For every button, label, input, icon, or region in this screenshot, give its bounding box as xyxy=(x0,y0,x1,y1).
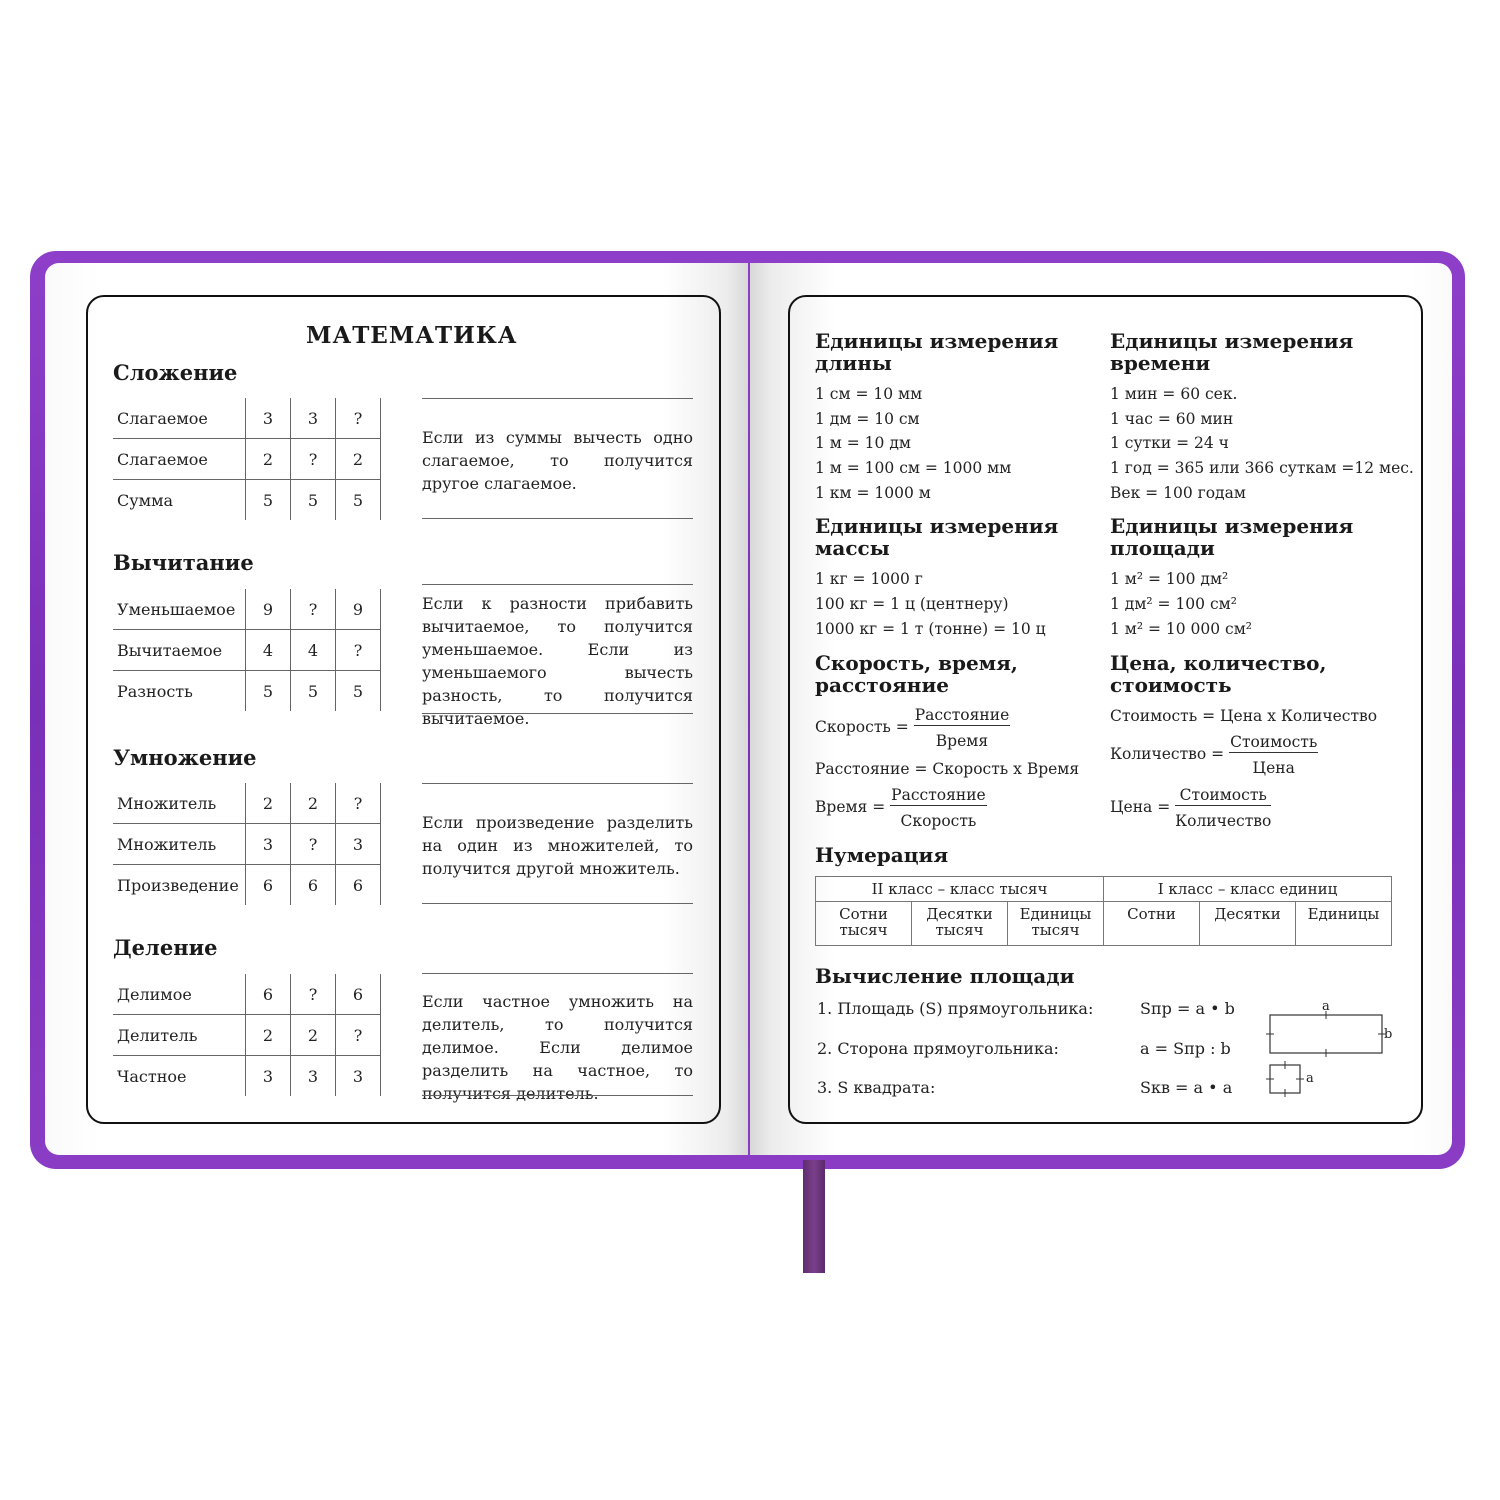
row-label: Делимое xyxy=(113,974,246,1015)
rule xyxy=(422,973,693,974)
table-row xyxy=(113,398,381,439)
section-title-subtraction: Вычитание xyxy=(113,550,254,575)
price-formula xyxy=(1110,786,1271,830)
table-row xyxy=(816,902,1392,946)
fraction xyxy=(1229,733,1318,777)
speed-title: Скорость, время, расстояние xyxy=(815,651,1018,697)
time-formula xyxy=(815,786,987,830)
fraction xyxy=(914,706,1011,750)
cell: 5 xyxy=(336,480,381,521)
calc-item-label: 2. Сторона прямоугольника: xyxy=(817,1039,1059,1058)
numerator: Расстояние xyxy=(891,786,986,804)
calc-item-label: 1. Площадь (S) прямоугольника: xyxy=(817,999,1094,1018)
time-line: Век = 100 годам xyxy=(1110,484,1246,502)
table-row xyxy=(113,974,381,1015)
time-line: 1 час = 60 мин xyxy=(1110,410,1234,428)
numeration-table xyxy=(815,876,1392,946)
rect-label-b: b xyxy=(1384,1027,1393,1042)
rectangle-shape xyxy=(1270,1015,1382,1053)
time-line: 1 сутки = 24 ч xyxy=(1110,434,1229,452)
subtraction-table xyxy=(113,589,381,711)
length-line: 1 см = 10 мм xyxy=(815,385,923,403)
cell: 9 xyxy=(336,589,381,630)
denominator: Цена xyxy=(1252,759,1295,777)
mass-line: 1 кг = 1000 г xyxy=(815,570,923,588)
cell: 5 xyxy=(291,480,336,521)
cell: 4 xyxy=(291,630,336,671)
row-label: Уменьшаемое xyxy=(113,589,246,630)
addition-rule-text: Если из суммы вычесть одно слагаемое, то получится другое слагаемое. xyxy=(422,428,693,493)
cell: 6 xyxy=(336,865,381,906)
cell: 3 xyxy=(291,398,336,439)
section-title-addition: Сложение xyxy=(113,360,238,385)
cell: 3 xyxy=(336,1056,381,1097)
cell: 2 xyxy=(291,1015,336,1056)
length-line: 1 м = 100 см = 1000 мм xyxy=(815,459,1012,477)
time-line: 1 год = 365 или 366 суткам =12 мес. xyxy=(1110,459,1414,477)
table-row xyxy=(816,877,1392,902)
calc-item-formula: Sкв = a • a xyxy=(1140,1078,1233,1097)
rule xyxy=(422,903,693,904)
cell: 2 xyxy=(246,783,291,824)
cell: 2 xyxy=(336,439,381,480)
area-diagram xyxy=(1260,995,1400,1100)
length-line: 1 дм = 10 см xyxy=(815,410,920,428)
cell: 6 xyxy=(291,865,336,906)
multiplication-table xyxy=(113,783,381,905)
cell: 4 xyxy=(246,630,291,671)
rule xyxy=(422,398,693,399)
column-header: Десятки xyxy=(1200,902,1296,946)
cell: ? xyxy=(336,1015,381,1056)
cell: ? xyxy=(291,589,336,630)
denominator: Количество xyxy=(1175,812,1272,830)
cost-formula: Стоимость = Цена х Количество xyxy=(1110,707,1378,725)
numerator: Стоимость xyxy=(1175,786,1271,806)
row-label: Сумма xyxy=(113,480,246,521)
cell: 2 xyxy=(246,1015,291,1056)
cell: 3 xyxy=(246,398,291,439)
column-header: Единицы xyxy=(1296,902,1392,946)
class-header: II класс – класс тысяч xyxy=(816,877,1104,902)
section-title-division: Деление xyxy=(113,935,218,960)
quantity-formula xyxy=(1110,733,1318,777)
cell: 3 xyxy=(291,1056,336,1097)
area-line: 1 м² = 100 дм² xyxy=(1110,570,1229,588)
table-row xyxy=(113,783,381,824)
column-header: Десятки тысяч xyxy=(912,902,1008,946)
division-rule-text: Если частное умножить на делитель, то получится делимое. Если делимое разделить на частное, то получится делитель. xyxy=(422,992,693,1103)
cell: 6 xyxy=(336,974,381,1015)
formula-left: Цена = xyxy=(1110,798,1171,816)
rule xyxy=(422,783,693,784)
table-row xyxy=(113,1015,381,1056)
length-line: 1 м = 10 дм xyxy=(815,434,911,452)
mass-line: 1000 кг = 1 т (тонне) = 10 ц xyxy=(815,620,1046,638)
cell: 6 xyxy=(246,865,291,906)
area-title: Единицы измерения площади xyxy=(1110,514,1354,560)
row-label: Множитель xyxy=(113,783,246,824)
table-row xyxy=(113,439,381,480)
rule xyxy=(422,1095,693,1096)
denominator: Скорость xyxy=(900,812,977,830)
mass-line: 100 кг = 1 ц (центнеру) xyxy=(815,595,1009,613)
row-label: Разность xyxy=(113,671,246,712)
square-label-a: a xyxy=(1306,1071,1314,1086)
calc-item-formula: Sпр = a • b xyxy=(1140,999,1235,1018)
table-row xyxy=(113,824,381,865)
fraction xyxy=(890,786,987,830)
rect-label-a: a xyxy=(1322,999,1330,1014)
cell: 5 xyxy=(246,480,291,521)
cell: ? xyxy=(291,439,336,480)
cell: 3 xyxy=(246,1056,291,1097)
cell: ? xyxy=(291,824,336,865)
cell: 2 xyxy=(246,439,291,480)
rule xyxy=(422,584,693,585)
cell: 2 xyxy=(291,783,336,824)
multiplication-rule-text: Если произведение разделить на один из множителей, то получится другой множитель. xyxy=(422,813,693,878)
distance-formula: Расстояние = Скорость х Время xyxy=(815,760,1080,778)
table-row xyxy=(113,865,381,906)
calc-item-formula: a = Sпр : b xyxy=(1140,1039,1231,1058)
table-row xyxy=(113,480,381,521)
numeration-title: Нумерация xyxy=(815,843,949,867)
formula-left: Количество = xyxy=(1110,745,1225,763)
length-line: 1 км = 1000 м xyxy=(815,484,931,502)
section-title-multiplication: Умножение xyxy=(113,745,257,770)
time-line: 1 мин = 60 сек. xyxy=(1110,385,1238,403)
row-label: Произведение xyxy=(113,865,246,906)
calc-item-label: 3. S квадрата: xyxy=(817,1078,936,1097)
row-label: Множитель xyxy=(113,824,246,865)
denominator: Время xyxy=(935,732,989,750)
numerator: Расстояние xyxy=(914,706,1010,724)
column-header: Единицы тысяч xyxy=(1008,902,1104,946)
area-line: 1 м² = 10 000 см² xyxy=(1110,620,1253,638)
numerator: Стоимость xyxy=(1230,733,1318,751)
formula-left: Скорость = xyxy=(815,718,909,736)
table-row xyxy=(113,671,381,712)
cell: 9 xyxy=(246,589,291,630)
time-title: Единицы измерения времени xyxy=(1110,329,1354,375)
cell: ? xyxy=(336,398,381,439)
formula-left: Время = xyxy=(815,798,886,816)
row-label: Слагаемое xyxy=(113,398,246,439)
price-title: Цена, количество, стоимость xyxy=(1110,651,1327,697)
cell: 5 xyxy=(246,671,291,712)
cell: ? xyxy=(336,630,381,671)
cell: 3 xyxy=(336,824,381,865)
class-header: I класс – класс единиц xyxy=(1104,877,1392,902)
mass-title: Единицы измерения массы xyxy=(815,514,1059,560)
fraction xyxy=(1175,786,1271,830)
cell: ? xyxy=(291,974,336,1015)
division-table xyxy=(113,974,381,1096)
cell: 5 xyxy=(291,671,336,712)
square-shape xyxy=(1270,1065,1300,1093)
row-label: Частное xyxy=(113,1056,246,1097)
rule xyxy=(422,518,693,519)
length-title: Единицы измерения длины xyxy=(815,329,1059,375)
area-line: 1 дм² = 100 см² xyxy=(1110,595,1237,613)
rule xyxy=(422,713,693,714)
bookmark-ribbon xyxy=(803,1160,825,1273)
page-title: МАТЕМАТИКА xyxy=(306,322,518,349)
row-label: Слагаемое xyxy=(113,439,246,480)
column-header: Сотни xyxy=(1104,902,1200,946)
table-row xyxy=(113,589,381,630)
subtraction-rule-text: Если к разности прибавить вычитаемое, то получится уменьшаемое. Если из уменьшаемого вычесть разность, то получится вычитаемое. xyxy=(422,594,693,728)
speed-formula xyxy=(815,706,1010,750)
row-label: Делитель xyxy=(113,1015,246,1056)
addition-table xyxy=(113,398,381,520)
row-label: Вычитаемое xyxy=(113,630,246,671)
column-header: Сотни тысяч xyxy=(816,902,912,946)
cell: ? xyxy=(336,783,381,824)
table-row xyxy=(113,1056,381,1097)
cell: 3 xyxy=(246,824,291,865)
cell: 6 xyxy=(246,974,291,1015)
table-row xyxy=(113,630,381,671)
calc-title: Вычисление площади xyxy=(815,964,1075,988)
cell: 5 xyxy=(336,671,381,712)
